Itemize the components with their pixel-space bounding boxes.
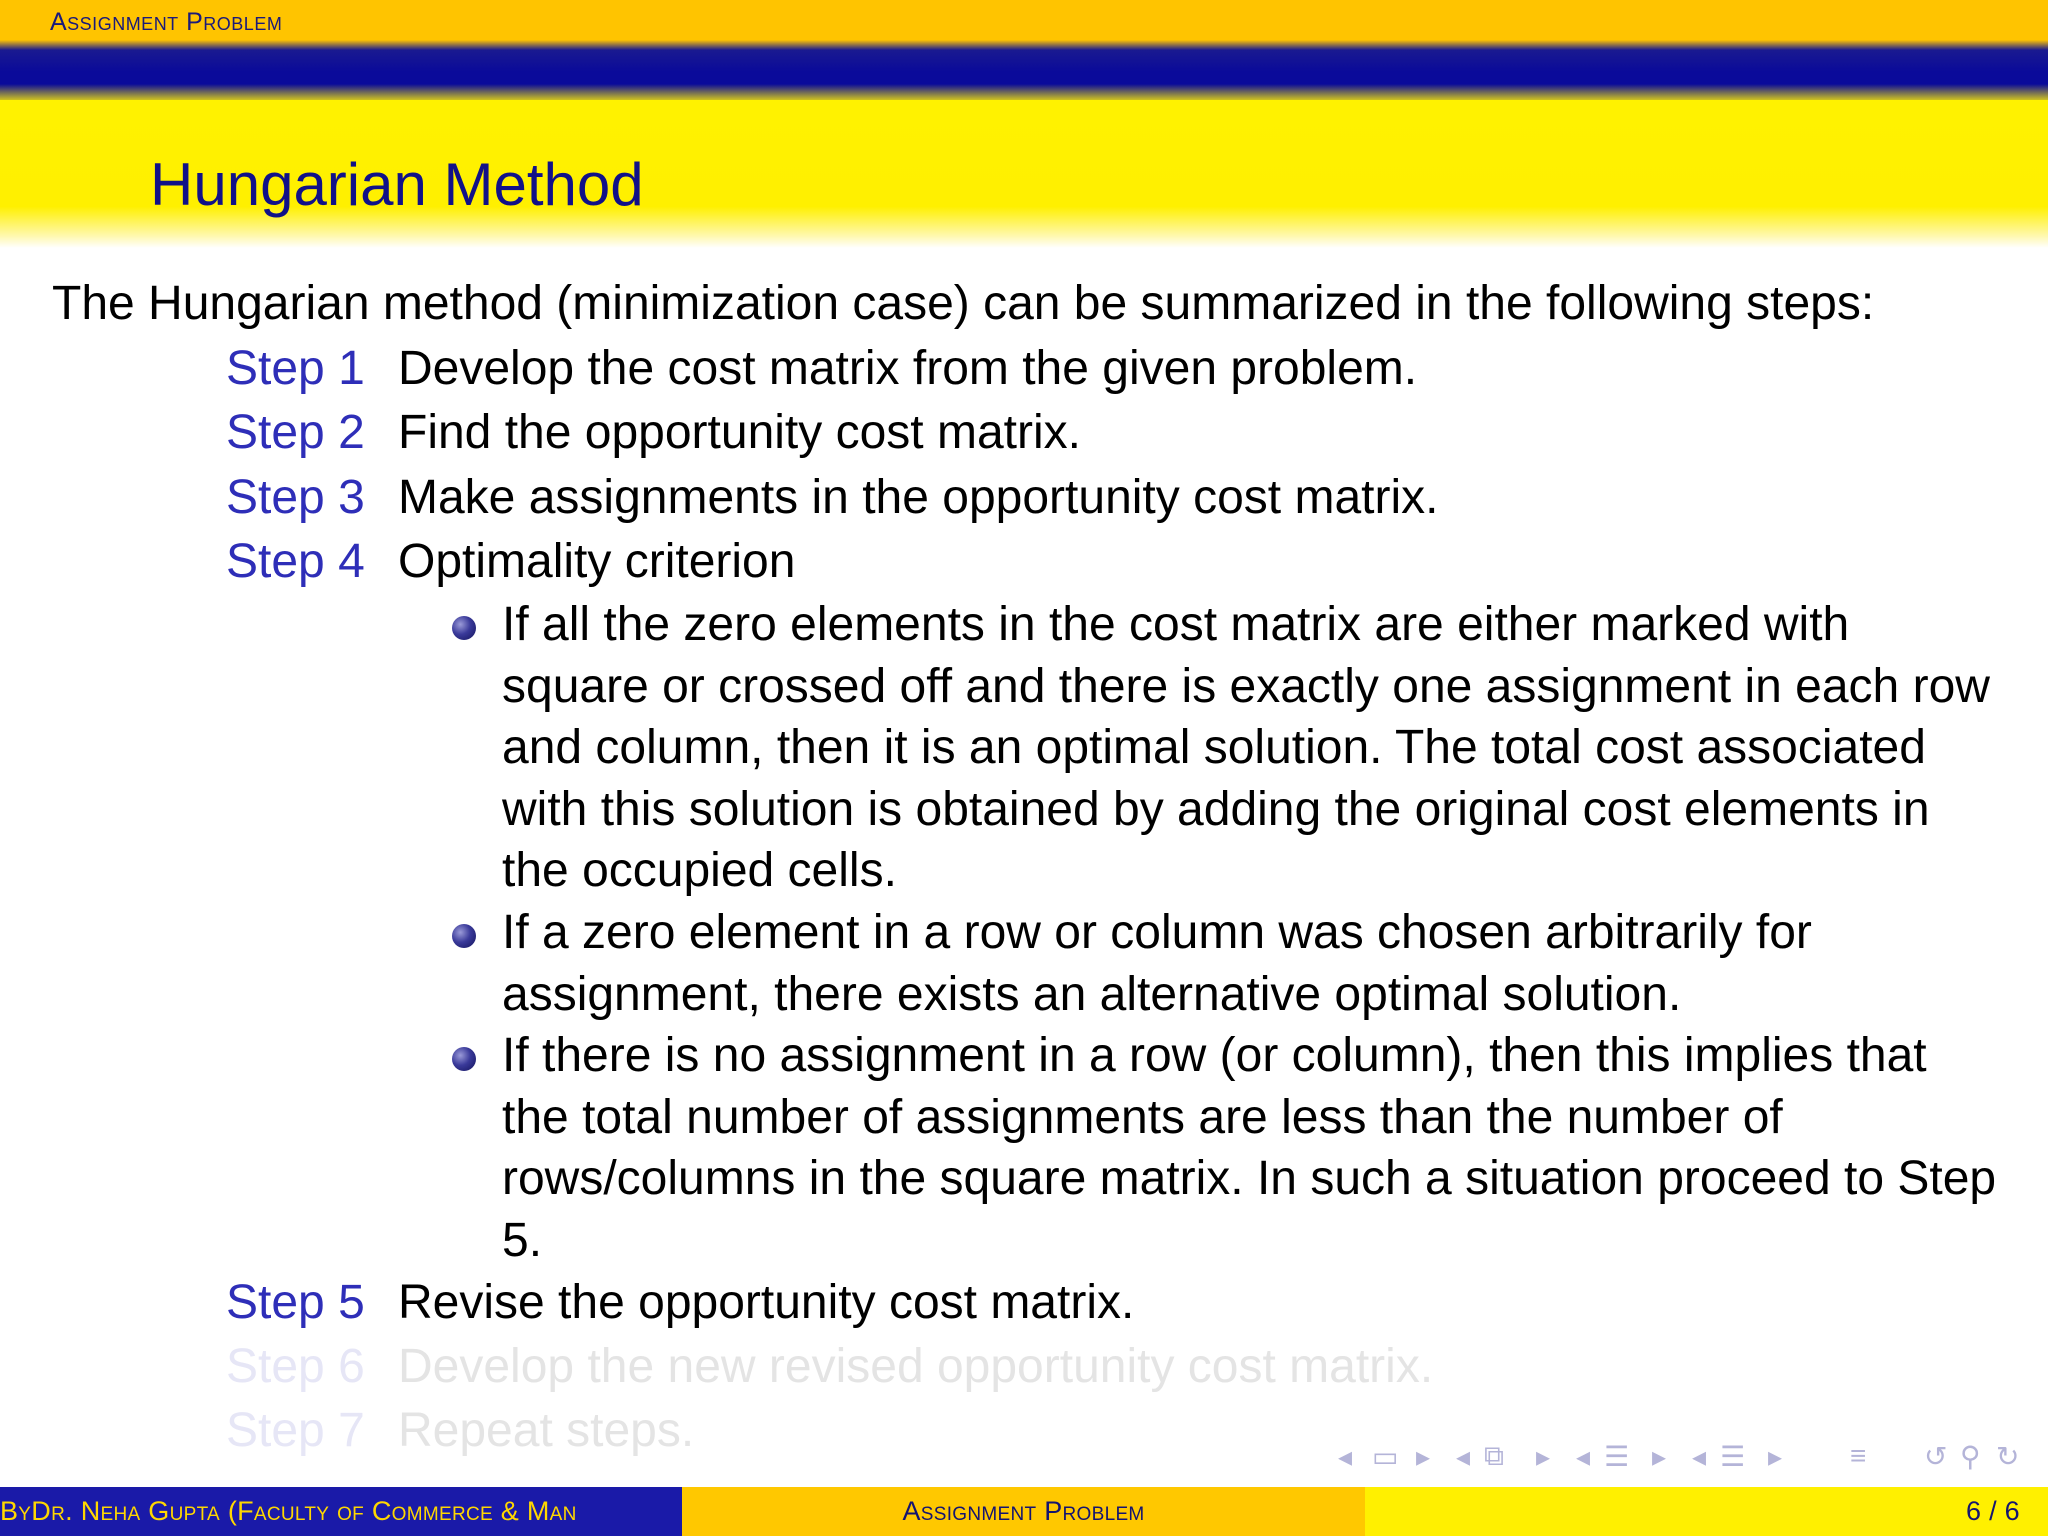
- forward-icon[interactable]: ↻: [1996, 1441, 2020, 1472]
- bullet-icon: [452, 1047, 476, 1071]
- step-label: Step 5: [226, 1276, 365, 1329]
- subsection-icon[interactable]: ☰: [1604, 1441, 1630, 1472]
- frame-title: Hungarian Method: [150, 151, 644, 218]
- step4-bullet-2: [502, 902, 2002, 1025]
- section-prev-icon[interactable]: ◂: [1456, 1441, 1471, 1472]
- bullet-text: If there is no assignment in a row (or column), then this implies that the total number of assignments are less than the number of rows/columns in the square matrix. In such a situation proceed to Step 5.: [502, 1029, 1997, 1267]
- footer-title: Assignment Problem: [682, 1487, 1365, 1536]
- step-text: Develop the cost matrix from the given problem.: [398, 342, 1418, 395]
- step-text: Revise the opportunity cost matrix.: [398, 1276, 1135, 1329]
- page-next-icon[interactable]: ▸: [1768, 1441, 1783, 1472]
- step-label: Step 7: [226, 1404, 365, 1457]
- footer-bar: [0, 1487, 2048, 1536]
- bullet-text: If a zero element in a row or column was chosen arbitrarily for assignment, there exists an alternative optimal solution.: [502, 906, 1812, 1021]
- section-next-icon[interactable]: ▸: [1536, 1441, 1551, 1472]
- section-icon[interactable]: ⧉: [1484, 1440, 1504, 1471]
- step-text: Find the opportunity cost matrix.: [398, 406, 1081, 459]
- bullet-text: If all the zero elements in the cost matrix are either marked with square or crossed off and there is exactly one assignment in each row and column, then it is an optimal solution. The total cost associated with this solution is obtained by adding the original cost elements in the occupied cells.: [502, 598, 1990, 898]
- step-text: Make assignments in the opportunity cost matrix.: [398, 471, 1439, 524]
- search-icon[interactable]: ⚲: [1960, 1441, 1981, 1472]
- step-label: Step 2: [226, 406, 365, 459]
- header-divider-band: [0, 40, 2048, 104]
- step-label: Step 6: [226, 1340, 365, 1393]
- nav-next-icon[interactable]: ▸: [1416, 1441, 1431, 1472]
- intro-text: The Hungarian method (minimization case) can be summarized in the following steps:: [52, 277, 1875, 330]
- bullet-icon: [452, 616, 476, 640]
- bullet-icon: [452, 924, 476, 948]
- beamer-navigation: [1330, 1440, 2030, 1476]
- header-short-title: Assignment Problem: [50, 8, 283, 36]
- subsection-prev-icon[interactable]: ◂: [1576, 1441, 1591, 1472]
- step-text: Repeat steps.: [398, 1404, 695, 1457]
- step-label: Step 1: [226, 342, 365, 395]
- subsection-next-icon[interactable]: ▸: [1652, 1441, 1667, 1472]
- step-label: Step 4: [226, 535, 365, 588]
- step4-bullet-1: [502, 594, 2002, 902]
- back-icon[interactable]: ↺: [1924, 1441, 1948, 1472]
- step-text: Optimality criterion: [398, 535, 796, 588]
- page-number: 6 / 6: [1965, 1496, 2020, 1526]
- step-text: Develop the new revised opportunity cost matrix.: [398, 1340, 1434, 1393]
- align-icon[interactable]: ≡: [1850, 1440, 1867, 1471]
- nav-prev-icon[interactable]: ◂: [1338, 1441, 1353, 1472]
- footer-page-panel: [1365, 1487, 2048, 1536]
- frame-icon[interactable]: ▭: [1372, 1441, 1399, 1472]
- step4-bullet-3: [502, 1025, 2002, 1271]
- page-prev-icon[interactable]: ◂: [1692, 1441, 1707, 1472]
- page-icon[interactable]: ☰: [1720, 1441, 1746, 1472]
- step-label: Step 3: [226, 471, 365, 524]
- footer-author: ByDr. Neha Gupta (Faculty of Commerce & Man: [0, 1487, 682, 1536]
